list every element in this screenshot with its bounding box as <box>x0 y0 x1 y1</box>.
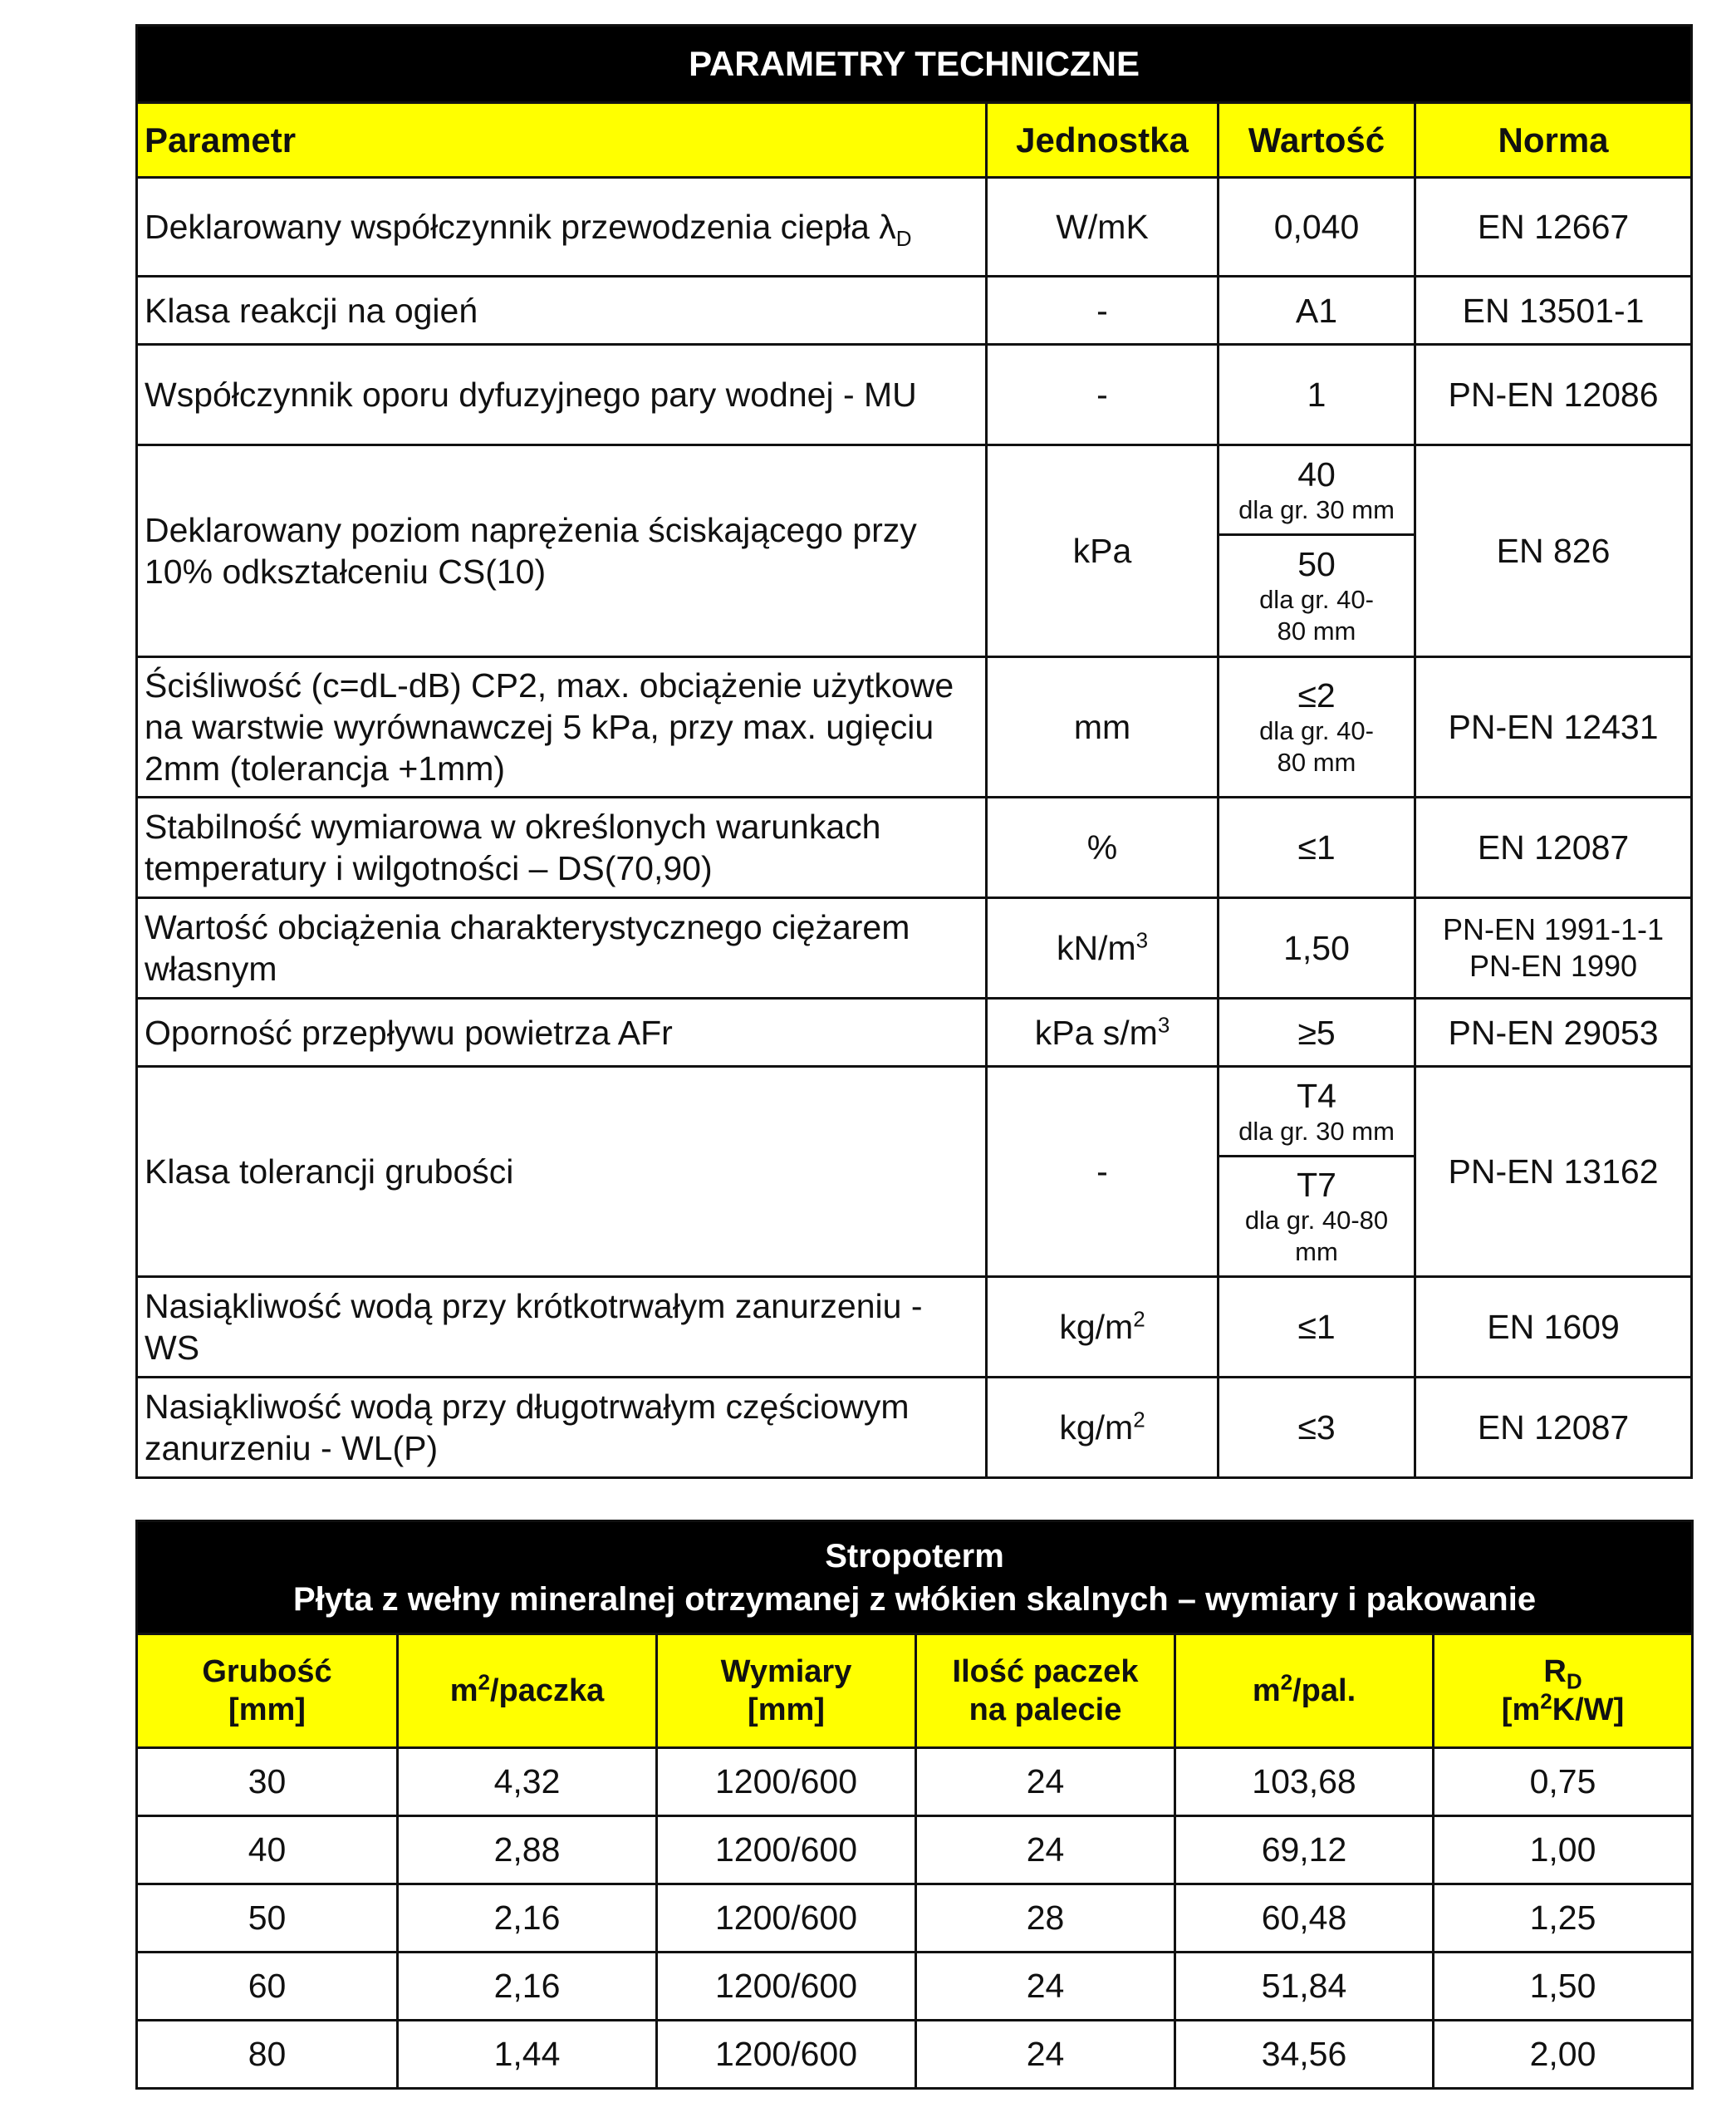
dimensions-cell: 1200/600 <box>657 1816 916 1884</box>
unit-cell <box>987 898 1219 999</box>
header-parameter: Parametr <box>137 103 987 178</box>
unit-exponent: 2 <box>1133 1407 1145 1432</box>
header-label: R <box>1543 1654 1567 1689</box>
dimensions-cell: 1200/600 <box>657 1953 916 2021</box>
header-label: m <box>1252 1673 1281 1708</box>
table-title: PARAMETRY TECHNICZNE <box>137 26 1692 103</box>
param-label: Deklarowany poziom naprężenia ściskającego przy 10% odkształceniu CS(10) <box>137 445 987 657</box>
value-cell: ≤1 <box>1219 798 1415 898</box>
header-dimensions <box>657 1634 916 1748</box>
norm-cell: EN 1609 <box>1415 1277 1692 1378</box>
header-value: Wartość <box>1219 103 1415 178</box>
value-cell <box>1219 535 1415 657</box>
norm-cell: PN-EN 13162 <box>1415 1067 1692 1277</box>
value-cell <box>1219 445 1415 535</box>
table-row <box>137 445 1692 535</box>
m2-per-pack-cell: 4,32 <box>398 1748 657 1816</box>
table-title: Stropoterm <box>825 1537 1004 1574</box>
norm: PN-EN 1991-1-1 <box>1442 912 1665 946</box>
param-label: Ściśliwość (c=dL-dB) CP2, max. obciążenie użytkowe na warstwie wyrównawczej 5 kPa, przy max. ugięciu 2mm (tolerancja +1mm) <box>137 657 987 798</box>
table-row <box>137 1277 1692 1378</box>
table-row <box>137 2021 1693 2089</box>
table-row <box>137 1884 1693 1953</box>
table-row <box>137 1748 1693 1816</box>
value-cell <box>1219 1067 1415 1157</box>
table-row <box>137 999 1692 1067</box>
unit: kPa s/m <box>1034 1013 1158 1052</box>
thickness-cell: 30 <box>137 1748 398 1816</box>
table-row <box>137 1378 1692 1478</box>
norm-cell: EN 13501-1 <box>1415 277 1692 345</box>
unit-cell <box>987 1277 1219 1378</box>
thickness-cell: 50 <box>137 1884 398 1953</box>
packs-per-pallet-cell: 28 <box>916 1884 1175 1953</box>
value-cell <box>1219 657 1415 798</box>
header-norm: Norma <box>1415 103 1692 178</box>
unit-exponent: 2 <box>1133 1306 1145 1332</box>
m2-per-pallet-cell: 69,12 <box>1175 1816 1434 1884</box>
table-row <box>137 898 1692 999</box>
m2-per-pallet-cell: 60,48 <box>1175 1884 1434 1953</box>
packs-per-pallet-cell: 24 <box>916 1953 1175 2021</box>
table-row <box>137 1067 1692 1157</box>
value: ≤2 <box>1297 676 1336 715</box>
header-packs-per-pallet <box>916 1634 1175 1748</box>
param-label: Klasa reakcji na ogień <box>137 277 987 345</box>
header-label: m <box>449 1673 478 1708</box>
value: 40 <box>1297 454 1336 494</box>
value-cell: A1 <box>1219 277 1415 345</box>
m2-per-pack-cell: 1,44 <box>398 2021 657 2089</box>
dimensions-cell: 1200/600 <box>657 1748 916 1816</box>
value-cell: ≥5 <box>1219 999 1415 1067</box>
header-thermal-resistance <box>1434 1634 1693 1748</box>
value: 50 <box>1297 545 1336 583</box>
header-subscript: D <box>1566 1668 1582 1694</box>
table-row <box>137 178 1692 277</box>
param-label: Nasiąkliwość wodą przy krótkotrwałym zanurzeniu - WS <box>137 1277 987 1378</box>
param-label: Deklarowany współczynnik przewodzenia ciepła λ <box>145 208 896 246</box>
table-row <box>137 277 1692 345</box>
header-label-line2: na palecie <box>969 1692 1122 1727</box>
unit-cell: - <box>987 345 1219 445</box>
unit-cell: - <box>987 1067 1219 1277</box>
table-row <box>137 1953 1693 2021</box>
norm-cell: EN 826 <box>1415 445 1692 657</box>
param-label: Nasiąkliwość wodą przy długotrwałym częściowym zanurzeniu - WL(P) <box>137 1378 987 1478</box>
table-row <box>137 657 1692 798</box>
thickness-cell: 80 <box>137 2021 398 2089</box>
thermal-resistance-cell: 1,25 <box>1434 1884 1693 1953</box>
value-note: dla gr. 30 mm <box>1238 1116 1395 1146</box>
technical-parameters-table <box>135 24 1693 1479</box>
unit-exponent: 3 <box>1135 927 1149 953</box>
thermal-resistance-cell: 2,00 <box>1434 2021 1693 2089</box>
value-note: dla gr. 30 mm <box>1238 494 1395 524</box>
norm-cell: EN 12087 <box>1415 1378 1692 1478</box>
header-label: Grubość <box>202 1654 332 1689</box>
thickness-cell: 40 <box>137 1816 398 1884</box>
unit: kN/m <box>1056 929 1136 967</box>
unit-cell: % <box>987 798 1219 898</box>
thermal-resistance-cell: 0,75 <box>1434 1748 1693 1816</box>
unit-cell <box>987 999 1219 1067</box>
table-row <box>137 345 1692 445</box>
header-m2-per-pack <box>398 1634 657 1748</box>
norm-cell: EN 12087 <box>1415 798 1692 898</box>
value-note: dla gr. 40-80 mm <box>1244 1206 1389 1266</box>
table-subtitle: Płyta z wełny mineralnej otrzymanej z włókien skalnych – wymiary i pakowanie <box>292 1580 1537 1618</box>
header-label: Wymiary <box>720 1654 852 1689</box>
m2-per-pack-cell: 2,16 <box>398 1953 657 2021</box>
header-exponent: 2 <box>478 1669 490 1695</box>
thermal-resistance-cell: 1,50 <box>1434 1953 1693 2021</box>
unit-cell <box>987 1378 1219 1478</box>
header-thickness <box>137 1634 398 1748</box>
value-cell: 0,040 <box>1219 178 1415 277</box>
header-exponent: 2 <box>1280 1669 1293 1695</box>
header-label-rest: /paczka <box>489 1673 605 1708</box>
unit-exponent: 3 <box>1157 1011 1170 1037</box>
norm-cell: EN 12667 <box>1415 178 1692 277</box>
param-label: Współczynnik oporu dyfuzyjnego pary wodnej - MU <box>137 345 987 445</box>
param-label: Oporność przepływu powietrza AFr <box>137 999 987 1067</box>
param-subscript: D <box>895 226 912 252</box>
value: T4 <box>1297 1076 1336 1115</box>
dimensions-cell: 1200/600 <box>657 2021 916 2089</box>
norm-cell: PN-EN 29053 <box>1415 999 1692 1067</box>
header-unit: Jednostka <box>987 103 1219 178</box>
unit: kg/m <box>1059 1408 1134 1447</box>
unit-cell: W/mK <box>987 178 1219 277</box>
norm-secondary: PN-EN 1990 <box>1469 949 1638 983</box>
value-note: dla gr. 40-80 mm <box>1259 716 1374 777</box>
dimensions-cell: 1200/600 <box>657 1884 916 1953</box>
unit-cell: mm <box>987 657 1219 798</box>
table-row <box>137 798 1692 898</box>
table-row <box>137 1816 1693 1884</box>
param-label: Wartość obciążenia charakterystycznego ciężarem własnym <box>137 898 987 999</box>
m2-per-pallet-cell: 103,68 <box>1175 1748 1434 1816</box>
value-cell <box>1219 1157 1415 1277</box>
value-note: dla gr. 40-80 mm <box>1259 585 1374 646</box>
header-unit: [mm] <box>228 1692 306 1727</box>
m2-per-pallet-cell: 51,84 <box>1175 1953 1434 2021</box>
param-label: Stabilność wymiarowa w określonych warunkach temperatury i wilgotności – DS(70,90) <box>137 798 987 898</box>
header-label-rest: /pal. <box>1292 1673 1356 1708</box>
value-cell: ≤3 <box>1219 1378 1415 1478</box>
unit-cell: - <box>987 277 1219 345</box>
header-unit: [mm] <box>748 1692 825 1727</box>
header-unit-rest: K/W] <box>1552 1692 1625 1727</box>
unit: kg/m <box>1059 1308 1134 1346</box>
header-label: Ilość paczek <box>952 1654 1139 1689</box>
thermal-resistance-cell: 1,00 <box>1434 1816 1693 1884</box>
value-cell: 1,50 <box>1219 898 1415 999</box>
packs-per-pallet-cell: 24 <box>916 1748 1175 1816</box>
m2-per-pallet-cell: 34,56 <box>1175 2021 1434 2089</box>
value-cell: 1 <box>1219 345 1415 445</box>
thickness-cell: 60 <box>137 1953 398 2021</box>
norm-cell: PN-EN 12086 <box>1415 345 1692 445</box>
packs-per-pallet-cell: 24 <box>916 1816 1175 1884</box>
unit-cell: kPa <box>987 445 1219 657</box>
header-exponent: 2 <box>1540 1688 1552 1714</box>
m2-per-pack-cell: 2,16 <box>398 1884 657 1953</box>
packs-per-pallet-cell: 24 <box>916 2021 1175 2089</box>
value-cell: ≤1 <box>1219 1277 1415 1378</box>
header-unit: [m <box>1501 1692 1541 1727</box>
value: T7 <box>1297 1166 1336 1204</box>
dimensions-packaging-table <box>135 1520 1694 2090</box>
m2-per-pack-cell: 2,88 <box>398 1816 657 1884</box>
param-label: Klasa tolerancji grubości <box>137 1067 987 1277</box>
norm-cell <box>1415 898 1692 999</box>
header-m2-per-pallet <box>1175 1634 1434 1748</box>
norm-cell: PN-EN 12431 <box>1415 657 1692 798</box>
